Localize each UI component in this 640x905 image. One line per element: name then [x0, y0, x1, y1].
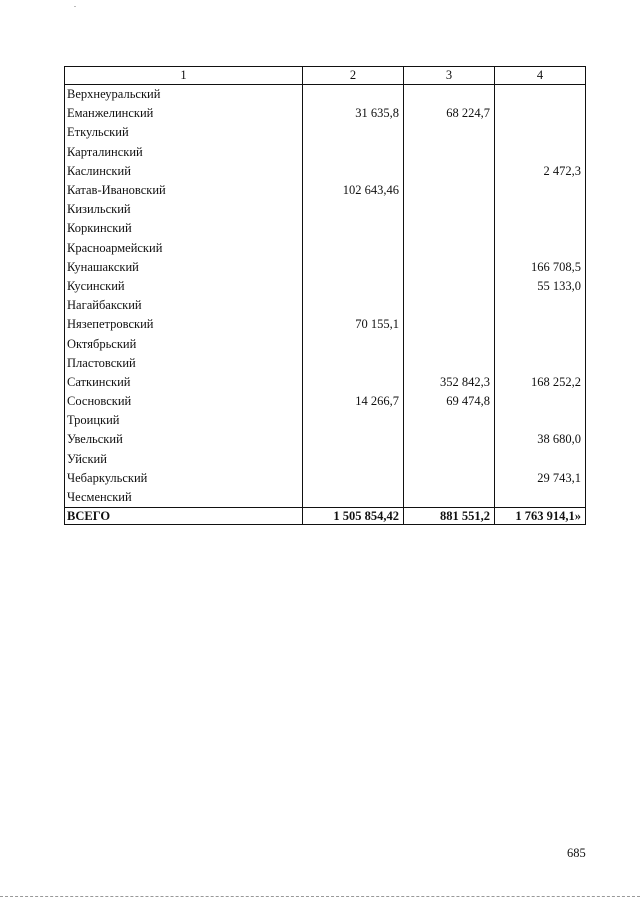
table-body [65, 67, 586, 525]
region-name-cell: Катав-Ивановский [65, 181, 303, 200]
column-3-cell [404, 277, 495, 296]
total-row [65, 508, 586, 525]
region-name-cell: Красноармейский [65, 239, 303, 258]
column-2-cell [303, 296, 404, 315]
table-row [65, 104, 586, 123]
column-2-cell: 14 266,7 [303, 392, 404, 411]
table-row [65, 315, 586, 334]
column-4-cell [495, 123, 586, 142]
column-3-cell [404, 354, 495, 373]
column-2-cell: 31 635,8 [303, 104, 404, 123]
column-4-cell [495, 239, 586, 258]
column-4-cell [495, 315, 586, 334]
column-4-cell: 55 133,0 [495, 277, 586, 296]
column-3-cell: 69 474,8 [404, 392, 495, 411]
table-row [65, 200, 586, 219]
region-name-cell: Чебаркульский [65, 469, 303, 488]
table-row [65, 373, 586, 392]
table-row [65, 411, 586, 430]
column-3-cell: 352 842,3 [404, 373, 495, 392]
column-4-cell [495, 219, 586, 238]
table-row [65, 469, 586, 488]
column-2-cell [303, 123, 404, 142]
scan-mark [74, 6, 76, 7]
column-3-cell [404, 334, 495, 353]
region-name-cell: Кизильский [65, 200, 303, 219]
column-4-cell [495, 200, 586, 219]
column-4-cell: 1 763 914,1» [495, 508, 586, 525]
column-2-cell [303, 469, 404, 488]
column-4-cell [495, 296, 586, 315]
column-3-cell [404, 123, 495, 142]
region-name-cell: Троицкий [65, 411, 303, 430]
region-name-cell: Карталинский [65, 143, 303, 162]
region-name-cell: Сосновский [65, 392, 303, 411]
column-header-1: 1 [65, 67, 303, 85]
column-3-cell [404, 219, 495, 238]
column-2-cell [303, 143, 404, 162]
column-2-cell [303, 430, 404, 449]
budget-table [64, 66, 586, 525]
region-name-cell: Саткинский [65, 373, 303, 392]
table-row [65, 239, 586, 258]
column-3-cell [404, 200, 495, 219]
column-3-cell [404, 296, 495, 315]
column-header-4: 4 [495, 67, 586, 85]
column-4-cell [495, 488, 586, 508]
region-name-cell: Уйский [65, 450, 303, 469]
header-row [65, 67, 586, 85]
column-3-cell [404, 181, 495, 200]
region-name-cell: Каслинский [65, 162, 303, 181]
region-name-cell: Еманжелинский [65, 104, 303, 123]
column-2-cell [303, 239, 404, 258]
column-3-cell [404, 315, 495, 334]
column-3-cell [404, 85, 495, 105]
table-row [65, 296, 586, 315]
column-2-cell [303, 450, 404, 469]
column-3-cell [404, 258, 495, 277]
column-2-cell: 102 643,46 [303, 181, 404, 200]
table-row [65, 354, 586, 373]
table-row [65, 392, 586, 411]
column-4-cell: 38 680,0 [495, 430, 586, 449]
region-name-cell: Чесменский [65, 488, 303, 508]
table-row [65, 123, 586, 142]
column-2-cell [303, 488, 404, 508]
column-3-cell: 68 224,7 [404, 104, 495, 123]
column-header-3: 3 [404, 67, 495, 85]
region-name-cell: Нагайбакский [65, 296, 303, 315]
column-2-cell [303, 219, 404, 238]
column-2-cell [303, 373, 404, 392]
table-row [65, 162, 586, 181]
column-4-cell: 166 708,5 [495, 258, 586, 277]
region-name-cell: Кусинский [65, 277, 303, 296]
column-4-cell: 29 743,1 [495, 469, 586, 488]
column-3-cell [404, 450, 495, 469]
column-3-cell [404, 162, 495, 181]
region-name-cell: Увельский [65, 430, 303, 449]
region-name-cell: Пластовский [65, 354, 303, 373]
column-4-cell [495, 450, 586, 469]
table-row [65, 334, 586, 353]
column-3-cell [404, 411, 495, 430]
column-3-cell [404, 469, 495, 488]
table-row [65, 258, 586, 277]
column-3-cell [404, 143, 495, 162]
column-4-cell: 168 252,2 [495, 373, 586, 392]
table-row [65, 277, 586, 296]
region-name-cell: Еткульский [65, 123, 303, 142]
table-row [65, 219, 586, 238]
table-row [65, 488, 586, 508]
column-4-cell [495, 104, 586, 123]
column-2-cell [303, 334, 404, 353]
table-row [65, 143, 586, 162]
region-name-cell: Верхнеуральский [65, 85, 303, 105]
column-2-cell [303, 200, 404, 219]
region-name-cell: Кунашакский [65, 258, 303, 277]
column-4-cell [495, 392, 586, 411]
page-number: 685 [567, 846, 586, 860]
column-4-cell [495, 411, 586, 430]
region-name-cell: Нязепетровский [65, 315, 303, 334]
table-row [65, 85, 586, 105]
bottom-rule [0, 896, 640, 897]
region-name-cell: Октябрьский [65, 334, 303, 353]
column-2-cell [303, 85, 404, 105]
table-row [65, 430, 586, 449]
column-3-cell: 881 551,2 [404, 508, 495, 525]
column-2-cell: 70 155,1 [303, 315, 404, 334]
column-3-cell [404, 488, 495, 508]
column-4-cell [495, 181, 586, 200]
column-2-cell [303, 354, 404, 373]
column-2-cell: 1 505 854,42 [303, 508, 404, 525]
column-4-cell [495, 334, 586, 353]
table-row [65, 450, 586, 469]
region-name-cell: ВСЕГО [65, 508, 303, 525]
column-4-cell [495, 143, 586, 162]
table-row [65, 181, 586, 200]
column-4-cell [495, 354, 586, 373]
column-2-cell [303, 411, 404, 430]
column-3-cell [404, 430, 495, 449]
column-4-cell [495, 85, 586, 105]
column-header-2: 2 [303, 67, 404, 85]
column-3-cell [404, 239, 495, 258]
region-name-cell: Коркинский [65, 219, 303, 238]
column-2-cell [303, 277, 404, 296]
column-2-cell [303, 162, 404, 181]
column-2-cell [303, 258, 404, 277]
column-4-cell: 2 472,3 [495, 162, 586, 181]
